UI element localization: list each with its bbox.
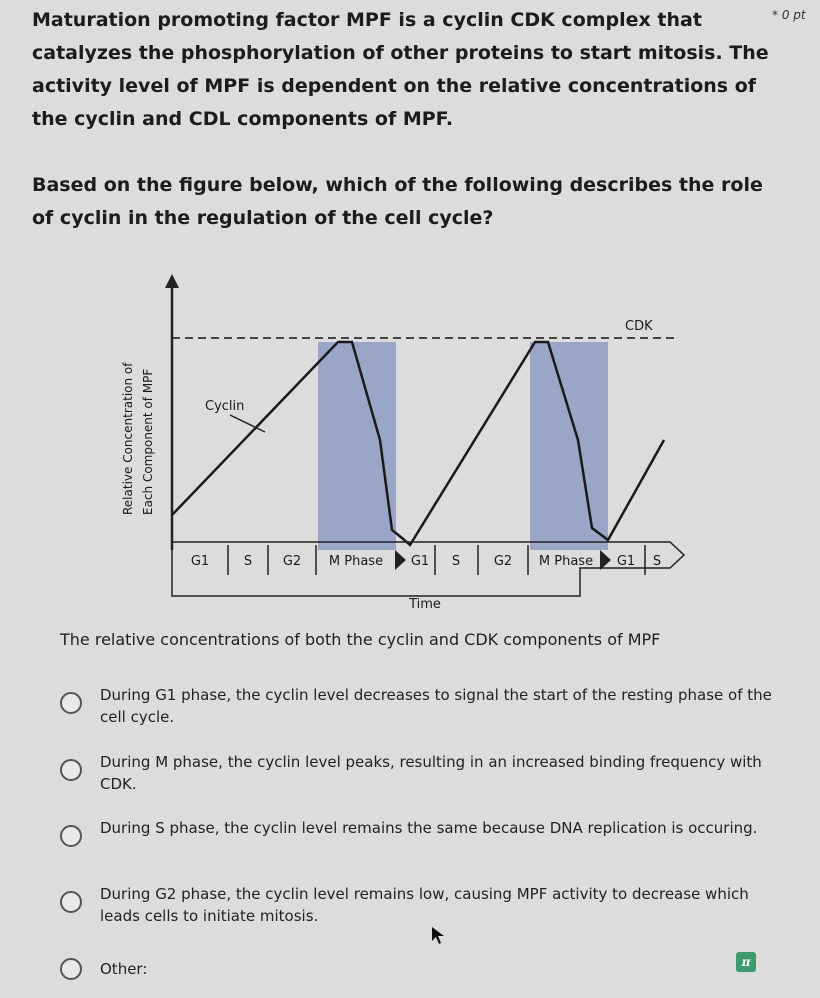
- mouse-cursor-icon: [432, 927, 446, 945]
- figure-caption: The relative concentrations of both the cyclin and CDK components of MPF: [60, 630, 661, 649]
- phase-bar: [172, 542, 684, 596]
- option-other-label[interactable]: Other:: [100, 960, 148, 978]
- phase-label: M Phase: [328, 554, 384, 569]
- phase-label: G2: [282, 554, 302, 569]
- phase-label: G1: [190, 554, 210, 569]
- option-1-label[interactable]: During G1 phase, the cyclin level decreases to signal the start of the resting phase of the cell cycle.: [100, 686, 772, 726]
- m-phase-band-2: [530, 342, 608, 550]
- y-axis-label-line2: Each Component of MPF: [141, 368, 155, 515]
- m-phase-arrow-1: [395, 550, 406, 570]
- m-phase-band-1: [318, 342, 396, 550]
- question-intro: Maturation promoting factor MPF is a cyclin CDK complex that catalyzes the phosphorylation of other proteins to start mitosis. The activity level of MPF is dependent on the relative concentrations of the cyclin and CDL components of MPF.: [32, 9, 769, 130]
- x-axis-label: Time: [409, 597, 441, 610]
- cyclin-label: Cyclin: [205, 399, 245, 414]
- phase-label: S: [652, 554, 662, 569]
- phase-label: G1: [410, 554, 430, 569]
- option-1[interactable]: [60, 684, 790, 728]
- phase-label: M Phase: [538, 554, 594, 569]
- phase-label: G2: [493, 554, 513, 569]
- option-other[interactable]: [60, 950, 790, 980]
- question-text: [32, 4, 772, 235]
- m-phase-arrow-2: [600, 550, 611, 570]
- option-2-label[interactable]: During M phase, the cyclin level peaks, resulting in an increased binding frequency with CDK.: [100, 753, 762, 793]
- mpf-figure: [110, 270, 690, 610]
- phase-label: S: [243, 554, 253, 569]
- option-4-label[interactable]: During G2 phase, the cyclin level remains low, causing MPF activity to decrease which leads cells to initiate mitosis.: [100, 885, 749, 925]
- option-2[interactable]: [60, 751, 790, 795]
- y-axis-arrow: [165, 274, 179, 288]
- mpf-figure-svg: [110, 270, 690, 610]
- phase-label: S: [451, 554, 461, 569]
- option-3[interactable]: [60, 817, 790, 847]
- option-4[interactable]: [60, 883, 790, 927]
- option-4-radio[interactable]: [60, 891, 82, 913]
- option-3-label[interactable]: During S phase, the cyclin level remains the same because DNA replication is occuring.: [100, 819, 758, 837]
- y-axis-label-line1: Relative Concentration of: [121, 362, 135, 515]
- option-other-radio[interactable]: [60, 958, 82, 980]
- option-1-radio[interactable]: [60, 692, 82, 714]
- points-label: * 0 pt: [772, 8, 806, 22]
- option-3-radio[interactable]: [60, 825, 82, 847]
- option-2-radio[interactable]: [60, 759, 82, 781]
- pi-icon[interactable]: π: [736, 952, 756, 972]
- phase-label: G1: [616, 554, 636, 569]
- cdk-label: CDK: [625, 319, 653, 334]
- question-prompt: Based on the figure below, which of the following describes the role of cyclin in the regulation of the cell cycle?: [32, 174, 763, 229]
